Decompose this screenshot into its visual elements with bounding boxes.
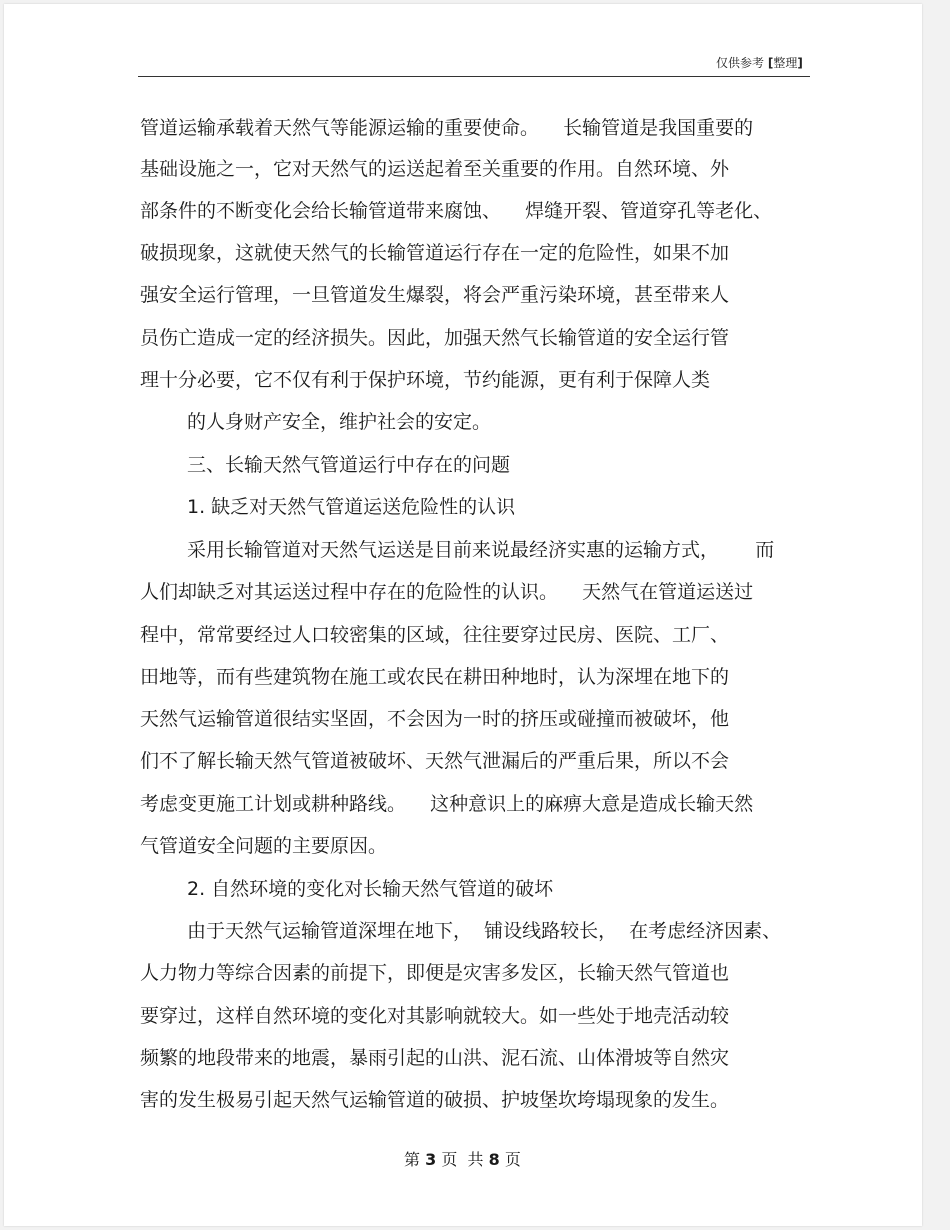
page-header xyxy=(716,55,803,71)
header-divider xyxy=(138,76,810,77)
body-line: 管道运输承载着天然气等能源运输的重要使命。 长输管道是我国重要的 xyxy=(140,117,754,139)
section-heading: 三、长输天然气管道运行中存在的问题 xyxy=(187,454,511,476)
footer-suffix: 页 xyxy=(504,1150,521,1169)
body-line: 田地等，而有些建筑物在施工或农民在耕田种地时，认为深埋在地下的 xyxy=(140,666,730,688)
header-label: 仅供参考 xyxy=(716,56,765,70)
body-line: 由于天然气运输管道深埋在地下， 铺设线路较长， 在考虑经济因素、 xyxy=(187,920,782,942)
document-page xyxy=(4,4,922,1226)
body-line: 气管道安全问题的主要原因。 xyxy=(140,835,388,857)
header-bracket-close: ] xyxy=(797,56,803,70)
body-line: 考虑变更施工计划或耕种路线。 这种意识上的麻痹大意是造成长输天然 xyxy=(140,793,754,815)
body-line: 基础设施之一，它对天然气的运送起着至关重要的作用。自然环境、外 xyxy=(140,158,730,180)
body-line: 害的发生极易引起天然气运输管道的破损、护坡堡坎垮塌现象的发生。 xyxy=(140,1089,730,1111)
body-line: 人力物力等综合因素的前提下，即便是灾害多发区，长输天然气管道也 xyxy=(140,962,730,984)
body-line: 采用长输管道对天然气运送是目前来说最经济实惠的运输方式， 而 xyxy=(187,539,775,561)
subsection-heading: 2. 自然环境的变化对长输天然气管道的破坏 xyxy=(187,878,554,900)
body-line: 程中，常常要经过人口较密集的区域，往往要穿过民房、医院、工厂、 xyxy=(140,624,730,646)
header-bracket-open: [ xyxy=(767,56,774,70)
body-line: 破损现象，这就使天然气的长输管道运行存在一定的危险性，如果不加 xyxy=(140,242,730,264)
body-line: 人们却缺乏对其运送过程中存在的危险性的认识。 天然气在管道运送过 xyxy=(140,581,754,603)
body-line: 员伤亡造成一定的经济损失。因此，加强天然气长输管道的安全运行管 xyxy=(140,327,730,349)
body-line: 频繁的地段带来的地震，暴雨引起的山洪、泥石流、山体滑坡等自然灾 xyxy=(140,1047,730,1069)
header-bracket-text: 整理 xyxy=(773,56,798,70)
body-line: 们不了解长输天然气管道被破坏、天然气泄漏后的严重后果，所以不会 xyxy=(140,750,730,772)
subsection-heading: 1. 缺乏对天然气管道运送危险性的认识 xyxy=(187,496,516,518)
page-footer xyxy=(404,1150,521,1170)
body-line: 强安全运行管理，一旦管道发生爆裂，将会严重污染环境，甚至带来人 xyxy=(140,284,730,306)
footer-total-pages: 8 xyxy=(488,1150,500,1169)
body-line: 要穿过，这样自然环境的变化对其影响就较大。如一些处于地壳活动较 xyxy=(140,1005,730,1027)
body-line: 天然气运输管道很结实坚固，不会因为一时的挤压或碰撞而被破坏，他 xyxy=(140,708,730,730)
footer-prefix: 第 xyxy=(404,1150,421,1169)
body-line: 部条件的不断变化会给长输管道带来腐蚀、 焊缝开裂、管道穿孔等老化、 xyxy=(140,200,773,222)
footer-page-number: 3 xyxy=(425,1150,437,1169)
body-line: 的人身财产安全，维护社会的安定。 xyxy=(187,411,492,433)
body-line: 理十分必要，它不仅有利于保护环境，节约能源，更有利于保障人类 xyxy=(140,369,711,391)
footer-mid: 页 共 xyxy=(441,1150,484,1169)
